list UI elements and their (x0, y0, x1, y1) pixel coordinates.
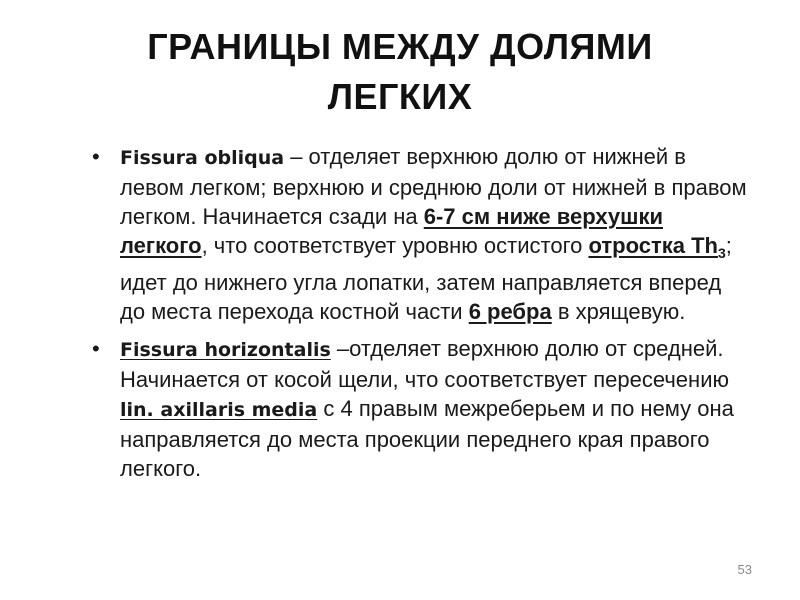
bullet-text: ; идет до нижнего угла лопатки, затем направляется вперед до места перехода костной части (120, 233, 732, 324)
title-line-1: ГРАНИЦЫ МЕЖДУ ДОЛЯМИ (147, 26, 653, 67)
bullet-dot-icon: • (92, 336, 100, 361)
bullet-dot-icon: • (92, 144, 100, 169)
title-line-2: ЛЕГКИХ (327, 76, 473, 117)
bullet-text: в хрящевую. (551, 299, 686, 324)
bullet-fissura-horizontalis (92, 334, 752, 483)
bullet-text: с 4 правым межреберьем и по нему она направляется до места проекции переднего края правого легкого. (120, 396, 734, 481)
bullet-fissura-obliqua (92, 142, 752, 326)
emphasis-6-rebra: 6 ребра (468, 299, 552, 324)
subscript-3: 3 (717, 245, 726, 261)
term-fissura-obliqua: Fissura obliqua (120, 147, 285, 169)
emphasis-text: отростка Th (588, 233, 718, 258)
emphasis-otrostka-th (588, 233, 726, 261)
bullet-text: –отделяет верхнюю долю от средней. Начинается от косой щели, что соответствует пересечению (120, 336, 729, 392)
term-lin-axillaris-media: lin. axillaris media (120, 399, 318, 421)
term-fissura-horizontalis: Fissura horizontalis (120, 339, 331, 361)
bullet-list (92, 142, 752, 491)
emphasis-6-7-cm: 6-7 см ниже верхушки легкого (120, 204, 663, 258)
slide-title (60, 22, 740, 122)
bullet-text: , что соответствует уровню остистого (201, 233, 589, 258)
bullet-text: – отделяет верхнюю долю от нижней в левом легком; верхнюю и среднюю доли от нижней в правом легком. Начинается сзади на (120, 144, 747, 229)
page-number: 53 (737, 562, 752, 577)
